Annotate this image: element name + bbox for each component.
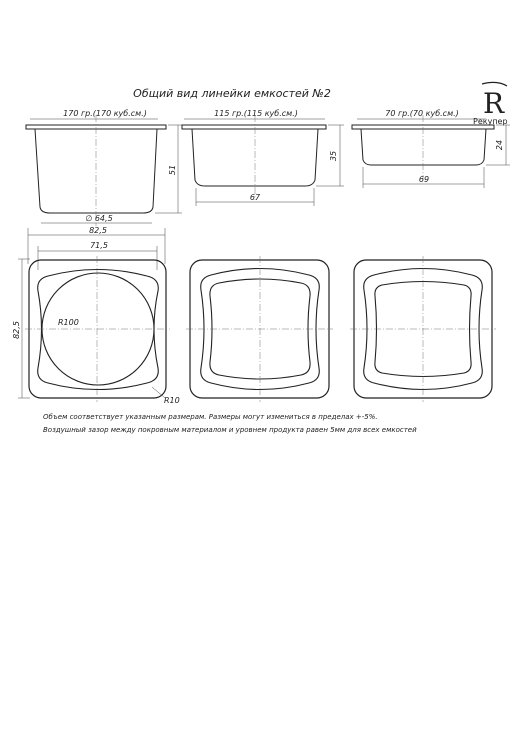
note-tolerance: Объем соответствует указанным размерам. Размеры могут измениться в пределах +-5%. <box>43 413 378 421</box>
height-dim-70: 24 <box>495 139 504 151</box>
bottom-dim-115: 67 <box>249 193 261 202</box>
side-view-115 <box>182 109 344 206</box>
height-dim-115: 35 <box>329 150 338 162</box>
inner-width-dim: 71,5 <box>90 241 108 250</box>
plan-view-170 <box>25 256 180 405</box>
logo-caption: Рекупер <box>473 117 508 126</box>
recuper-logo <box>473 82 508 126</box>
plan-dimensions <box>12 226 165 398</box>
capacity-label-115: 115 гр.(115 куб.см.) <box>214 109 298 118</box>
plan-view-115 <box>186 256 333 402</box>
radius-inner-label: R100 <box>58 318 79 327</box>
height-dim-170: 51 <box>168 164 177 176</box>
radius-corner-label: R10 <box>164 396 180 405</box>
capacity-label-70: 70 гр.(70 куб.см.) <box>385 109 459 118</box>
note-air-gap: Воздушный зазор между покровным материалом и уровнем продукта равен 5мм для всех емкостей <box>43 426 417 434</box>
side-view-170 <box>26 109 182 226</box>
drawing-title: Общий вид линейки емкостей №2 <box>133 87 331 100</box>
height-dim: 82,5 <box>12 321 21 339</box>
bottom-dim-170: ∅ 64,5 <box>85 214 113 223</box>
bottom-dim-70: 69 <box>418 175 430 184</box>
outer-width-dim: 82,5 <box>89 226 107 235</box>
plan-view-70 <box>350 256 496 402</box>
logo-letter: R <box>483 87 505 120</box>
capacity-label-170: 170 гр.(170 куб.см.) <box>63 109 147 118</box>
